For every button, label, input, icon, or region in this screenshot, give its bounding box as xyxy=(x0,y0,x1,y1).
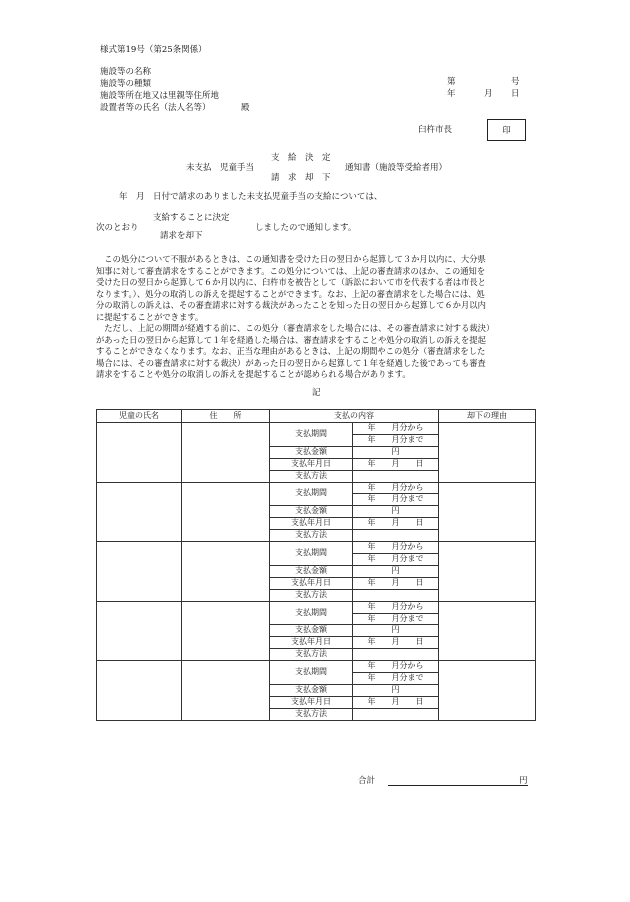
title-option-decision: 支 給 決 定 xyxy=(271,153,331,163)
pay-date-label: 支払年月日 xyxy=(270,458,353,470)
notice-line: 受けた日の翌日から起算して６か月以内に、臼杵市を被告として（訴訟において市を代表する者は市長と xyxy=(96,277,486,287)
notice-line: 知事に対して審査請求をすることができます。この処分については、上記の審査請求のほか、この通知を xyxy=(96,265,486,276)
total-input-line[interactable] xyxy=(388,785,528,786)
period-from: 年 月分から xyxy=(353,423,439,435)
amount-label: 支払金額 xyxy=(270,684,353,696)
notice-line: なります。）、処分の取消しの訴えを提起することができます。なお、上記の審査請求をした場合には、処 xyxy=(96,288,485,299)
period-to: 年 月分まで xyxy=(353,494,439,506)
intro-line: 年 月 日付で請求のありました未支払児童手当の支給については、 xyxy=(119,192,383,202)
period-label: 支払期間 xyxy=(270,482,353,506)
facility-address-label: 施設等所在地又は里親等住所地 xyxy=(100,91,220,101)
period-from: 年 月分から xyxy=(353,482,439,494)
doc-number-go: 号 xyxy=(511,77,520,87)
table-row xyxy=(97,482,536,494)
address-cell[interactable] xyxy=(182,482,270,542)
notice-line: することができなくなります。なお、正当な理由があるときは、上記の期間やこの処分（審査請求をした xyxy=(96,346,486,356)
amount-yen: 円 xyxy=(353,625,439,637)
notice-line: 分の取消しの訴えは、その審査請求に対する裁決があったことを知った日の翌日から起算して６か月以内 xyxy=(96,300,486,310)
ki-mark: 記 xyxy=(312,388,321,398)
intro-option-pay: 支給することに決定 xyxy=(153,213,230,223)
address-cell[interactable] xyxy=(182,661,270,721)
child-name-cell[interactable] xyxy=(97,482,182,542)
notice-line: 請求をすることや処分の取消しの訴えを提起することが認められる場合があります。 xyxy=(96,369,411,379)
period-from: 年 月分から xyxy=(353,601,439,613)
address-cell[interactable] xyxy=(182,601,270,661)
period-to: 年 月分まで xyxy=(353,434,439,446)
method-label: 支払方法 xyxy=(270,589,353,601)
title-suffix: 通知書（施設等受給者用） xyxy=(345,163,448,173)
period-to: 年 月分まで xyxy=(353,673,439,685)
amount-label: 支払金額 xyxy=(270,506,353,518)
child-name-cell[interactable] xyxy=(97,423,182,483)
form-number: 様式第19号（第25条関係） xyxy=(100,45,207,55)
address-cell[interactable] xyxy=(182,542,270,602)
date-month: 月 xyxy=(484,89,493,99)
period-from: 年 月分から xyxy=(353,542,439,554)
pay-date-value: 年 月 日 xyxy=(353,696,439,708)
seal-box xyxy=(487,119,526,141)
method-label: 支払方法 xyxy=(270,649,353,661)
period-from: 年 月分から xyxy=(353,661,439,673)
reject-reason-cell[interactable] xyxy=(439,601,536,661)
period-to: 年 月分まで xyxy=(353,553,439,565)
amount-label: 支払金額 xyxy=(270,625,353,637)
table-row xyxy=(97,601,536,613)
header-payment-content: 支払の内容 xyxy=(270,410,439,423)
notice-line: に提起することができます。 xyxy=(96,311,204,322)
intro-tail: しましたので通知します。 xyxy=(255,223,357,233)
method-value[interactable] xyxy=(353,649,439,661)
total-label: 合計 xyxy=(358,776,376,786)
header-reject-reason: 却下の理由 xyxy=(439,410,536,423)
period-label: 支払期間 xyxy=(270,661,353,685)
intro-lead: 次のとおり xyxy=(96,223,139,233)
facility-type-label: 施設等の種類 xyxy=(100,79,152,89)
table-header-row xyxy=(97,410,536,423)
total-unit: 円 xyxy=(519,776,528,786)
period-to: 年 月分まで xyxy=(353,613,439,625)
period-label: 支払期間 xyxy=(270,601,353,625)
honorific: 殿 xyxy=(241,103,250,113)
header-child-name: 児童の氏名 xyxy=(97,410,182,423)
reject-reason-cell[interactable] xyxy=(439,661,536,721)
period-label: 支払期間 xyxy=(270,542,353,566)
method-value[interactable] xyxy=(353,589,439,601)
notice-text xyxy=(96,254,540,381)
child-name-cell[interactable] xyxy=(97,661,182,721)
method-label: 支払方法 xyxy=(270,708,353,720)
child-name-cell[interactable] xyxy=(97,601,182,661)
method-value[interactable] xyxy=(353,530,439,542)
amount-label: 支払金額 xyxy=(270,565,353,577)
period-label: 支払期間 xyxy=(270,423,353,447)
pay-date-label: 支払年月日 xyxy=(270,518,353,530)
intro-option-reject: 請求を却下 xyxy=(160,231,203,241)
pay-date-value: 年 月 日 xyxy=(353,577,439,589)
header-address: 住 所 xyxy=(182,410,270,423)
child-name-cell[interactable] xyxy=(97,542,182,602)
method-label: 支払方法 xyxy=(270,530,353,542)
facility-name-label: 施設等の名称 xyxy=(100,67,152,77)
reject-reason-cell[interactable] xyxy=(439,482,536,542)
doc-number-dai: 第 xyxy=(447,77,456,87)
table-row xyxy=(97,542,536,554)
notice-line: 場合には、その審査請求に対する裁決）があった日の翌日から起算して１年を経過した後であっても審査 xyxy=(96,357,486,368)
pay-date-label: 支払年月日 xyxy=(270,577,353,589)
pay-date-value: 年 月 日 xyxy=(353,458,439,470)
pay-date-value: 年 月 日 xyxy=(353,518,439,530)
establisher-label: 設置者等の氏名（法人名等） xyxy=(100,103,211,113)
amount-yen: 円 xyxy=(353,506,439,518)
method-value[interactable] xyxy=(353,708,439,720)
amount-label: 支払金額 xyxy=(270,446,353,458)
pay-date-label: 支払年月日 xyxy=(270,696,353,708)
reject-reason-cell[interactable] xyxy=(439,423,536,483)
table-row xyxy=(97,423,536,435)
table-row xyxy=(97,661,536,673)
method-value[interactable] xyxy=(353,470,439,482)
notice-line: があった日の翌日から起算して１年を経過した場合は、審査請求をすることや処分の取消しの訴えを提起 xyxy=(96,334,486,345)
amount-yen: 円 xyxy=(353,565,439,577)
title-option-reject: 請 求 却 下 xyxy=(271,173,331,183)
reject-reason-cell[interactable] xyxy=(439,542,536,602)
pay-date-value: 年 月 日 xyxy=(353,637,439,649)
seal-label: 印 xyxy=(502,126,511,136)
payment-table xyxy=(96,409,536,721)
amount-yen: 円 xyxy=(353,684,439,696)
pay-date-label: 支払年月日 xyxy=(270,637,353,649)
date-year: 年 xyxy=(447,89,456,99)
issuer: 臼杵市長 xyxy=(418,125,453,135)
amount-yen: 円 xyxy=(353,446,439,458)
notice-line: この処分について不服があるときは、この通知書を受けた日の翌日から起算して３か月以内に、大分県 xyxy=(96,254,486,264)
method-label: 支払方法 xyxy=(270,470,353,482)
title-prefix: 未支払 児童手当 xyxy=(186,163,255,173)
date-day: 日 xyxy=(511,89,520,99)
notice-line: ただし、上記の期間が経過する前に、この処分（審査請求をした場合には、その審査請求に対する裁決） xyxy=(96,323,495,333)
address-cell[interactable] xyxy=(182,423,270,483)
